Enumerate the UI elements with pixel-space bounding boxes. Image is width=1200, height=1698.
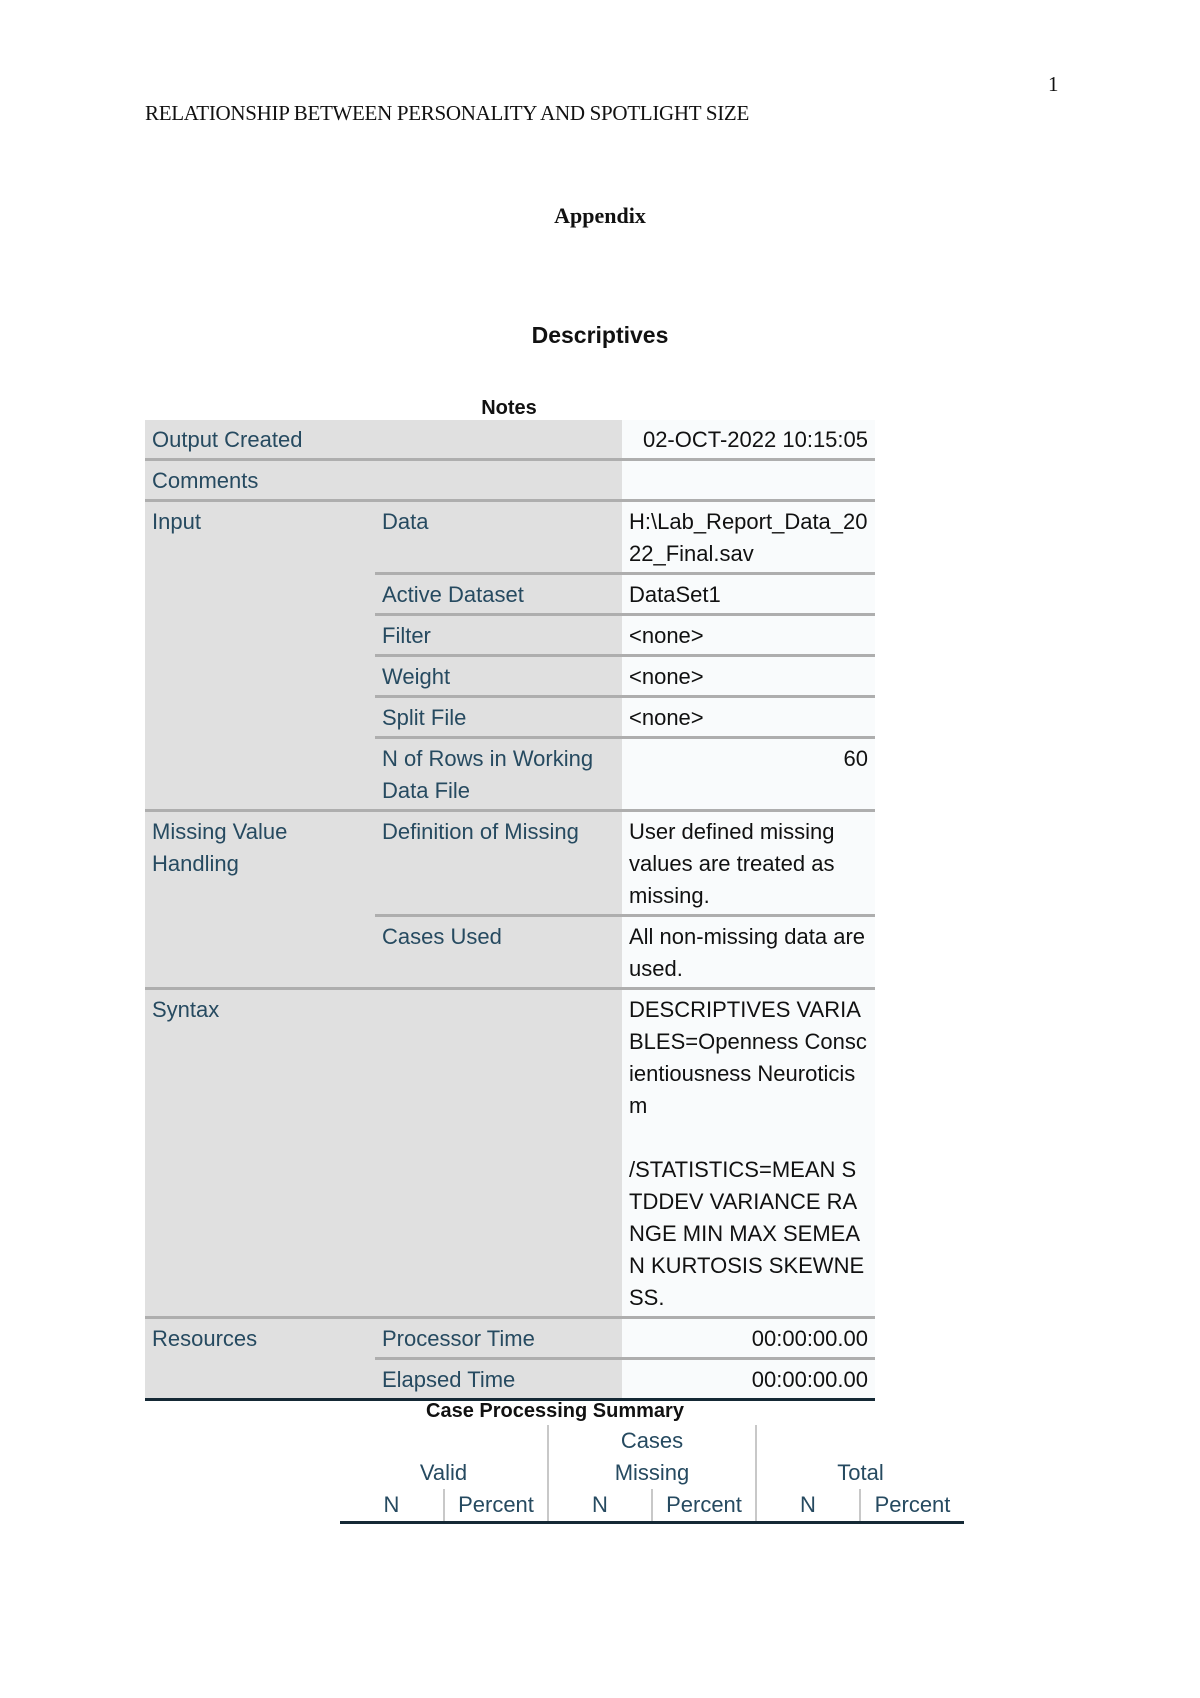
notes-row-comments — [145, 460, 875, 501]
section-title: Descriptives — [531, 322, 669, 348]
cps-sub-header: N — [548, 1489, 652, 1523]
resources-label: Resources — [145, 1318, 375, 1400]
cps-cases-row — [340, 1425, 964, 1457]
notes-row-data — [145, 501, 875, 574]
cps-group-total: Total — [756, 1457, 964, 1489]
weight-label: Weight — [375, 656, 622, 697]
elapsed-time-value: 00:00:00.00 — [622, 1359, 875, 1400]
notes-row-def-missing — [145, 811, 875, 916]
output-created-value: 02-OCT-2022 10:15:05 — [622, 420, 875, 460]
active-dataset-label: Active Dataset — [375, 574, 622, 615]
cps-cases-header: Cases — [548, 1425, 756, 1457]
output-created-label: Output Created — [145, 420, 622, 460]
cases-used-label: Cases Used — [375, 916, 622, 989]
page-number: 1 — [1048, 72, 1059, 96]
filter-value: <none> — [622, 615, 875, 656]
n-rows-value: 60 — [622, 738, 875, 811]
case-processing-caption: Case Processing Summary — [426, 1400, 684, 1422]
cps-sub-header: N — [756, 1489, 860, 1523]
cps-group-valid: Valid — [419, 1460, 468, 1485]
cps-sub-header: Percent — [444, 1489, 548, 1523]
notes-table — [145, 420, 875, 1401]
cases-used-value: All non-missing data are used. — [622, 916, 875, 989]
weight-value: <none> — [622, 656, 875, 697]
syntax-label: Syntax — [145, 989, 622, 1318]
notes-row-processor-time — [145, 1318, 875, 1359]
filter-label: Filter — [375, 615, 622, 656]
processor-time-label: Processor Time — [375, 1318, 622, 1359]
missing-handling-label: Missing Value Handling — [145, 811, 375, 989]
active-dataset-value: DataSet1 — [622, 574, 875, 615]
comments-value — [622, 460, 875, 501]
cps-subheader-row — [340, 1489, 964, 1523]
running-head: RELATIONSHIP BETWEEN PERSONALITY AND SPOTLIGHT SIZE — [145, 101, 749, 125]
elapsed-time-label: Elapsed Time — [375, 1359, 622, 1400]
processor-time-value: 00:00:00.00 — [622, 1318, 875, 1359]
syntax-blank-line — [629, 1122, 868, 1154]
comments-label: Comments — [145, 460, 622, 501]
data-value: H:\Lab_Report_Data_2022_Final.sav — [622, 501, 875, 574]
split-file-value: <none> — [622, 697, 875, 738]
def-missing-value: User defined missing values are treated as missing. — [622, 811, 875, 916]
def-missing-label: Definition of Missing — [375, 811, 622, 916]
data-label: Data — [375, 501, 622, 574]
cps-sub-header: Percent — [652, 1489, 756, 1523]
cps-group-row — [340, 1457, 964, 1489]
input-label: Input — [145, 501, 375, 811]
cps-sub-header: N — [340, 1489, 444, 1523]
notes-row-syntax — [145, 989, 875, 1318]
case-processing-table — [340, 1425, 964, 1524]
cps-empty-cell — [340, 1425, 548, 1457]
syntax-line-2: /STATISTICS=MEAN STDDEV VARIANCE RANGE MIN MAX SEMEAN KURTOSIS SKEWNESS. — [629, 1157, 865, 1310]
syntax-line-1: DESCRIPTIVES VARIABLES=Openness Conscientiousness Neuroticism — [629, 997, 867, 1118]
n-rows-label: N of Rows in Working Data File — [375, 738, 622, 811]
notes-row-output-created — [145, 420, 875, 460]
cps-sub-header: Percent — [860, 1489, 964, 1523]
cps-group-missing: Missing — [548, 1457, 756, 1489]
appendix-title: Appendix — [554, 203, 646, 228]
cps-empty-cell — [756, 1425, 964, 1457]
syntax-value — [622, 989, 875, 1318]
notes-caption: Notes — [481, 397, 537, 419]
split-file-label: Split File — [375, 697, 622, 738]
